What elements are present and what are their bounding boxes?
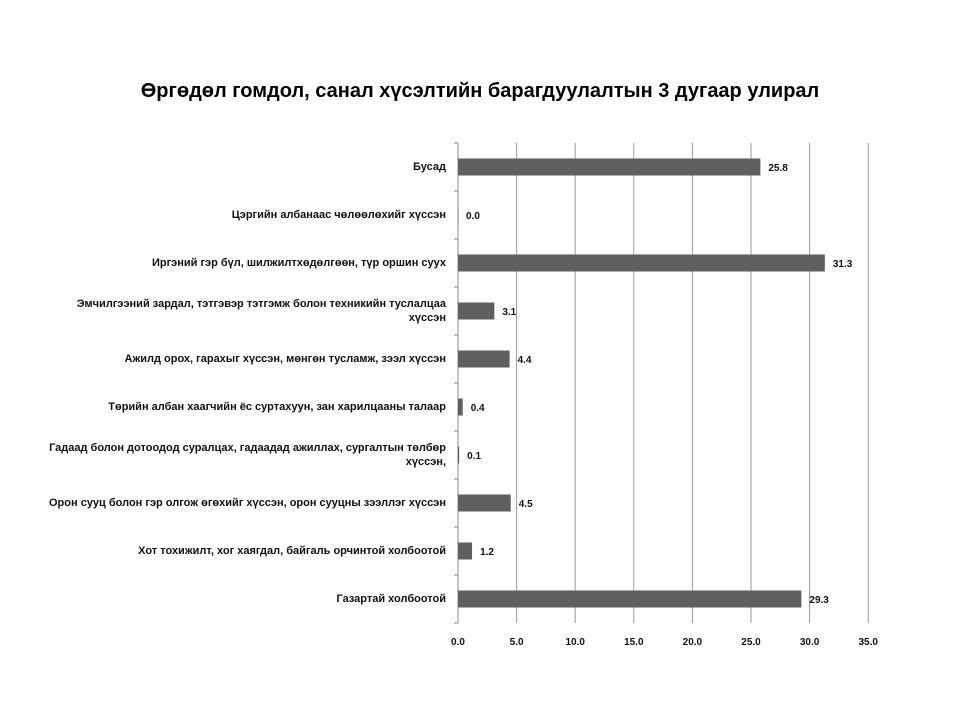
x-tick-label: 30.0 [799,637,820,648]
x-tick-label: 5.0 [509,637,524,648]
bar [458,303,494,320]
x-tick-label: 0.0 [451,637,465,648]
category-label: Төрийн албан хаагчийн ёс суртахуун, зан харилцааны талаар [108,401,446,413]
bar [458,159,760,176]
bar [458,447,459,464]
category-label: Цэргийн албанаас чөлөөлөхийг хүссэн [231,209,446,221]
bar [458,351,510,368]
x-tick-label: 10.0 [565,637,585,648]
bar [458,591,801,608]
category-label: Газартай холбоотой [336,593,446,605]
x-tick-label: 15.0 [624,637,644,648]
bar [458,543,472,560]
category-label: Гадаад болон дотоодод суралцах, гадаадад ажиллах, сургалтын төлбөр хүссэн, [49,442,446,468]
category-label: Бусад [413,161,446,173]
value-label: 4.4 [517,355,532,366]
value-label: 3.1 [502,307,517,318]
x-tick-label: 20.0 [682,637,703,648]
bar [458,399,463,416]
value-label: 0.1 [467,451,482,462]
bar [458,255,825,272]
category-label: Орон сууц болон гэр олгож өгөхийг хүссэн, орон сууцны зээллэг хүссэн [49,497,446,509]
bar [458,495,511,512]
value-label: 0.0 [466,211,480,222]
category-label: Иргэний гэр бүл, шилжилтхөдөлгөөн, түр оршин суух [151,257,446,269]
chart-title: Өргөдөл гомдол, санал хүсэлтийн барагдуулалтын 3 дугаар улирал [140,80,820,102]
category-label: Эмчилгээний зардал, тэтгэвэр тэтгэмж болон техникийн туслалцаа хүссэн [76,298,446,324]
value-label: 4.5 [518,499,533,510]
bar [458,207,459,224]
value-label: 1.2 [480,547,494,558]
x-tick-label: 25.0 [741,637,761,648]
value-label: 29.3 [809,595,829,606]
category-label: Ажилд орох, гарахыг хүссэн, мөнгөн тусламж, зээл хүссэн [124,353,446,365]
x-tick-label: 35.0 [858,637,878,648]
value-label: 31.3 [832,259,853,270]
value-label: 0.4 [470,403,485,414]
category-label: Хот тохижилт, хог хаягдал, байгаль орчинтой холбоотой [138,545,446,557]
value-label: 25.8 [768,163,788,174]
